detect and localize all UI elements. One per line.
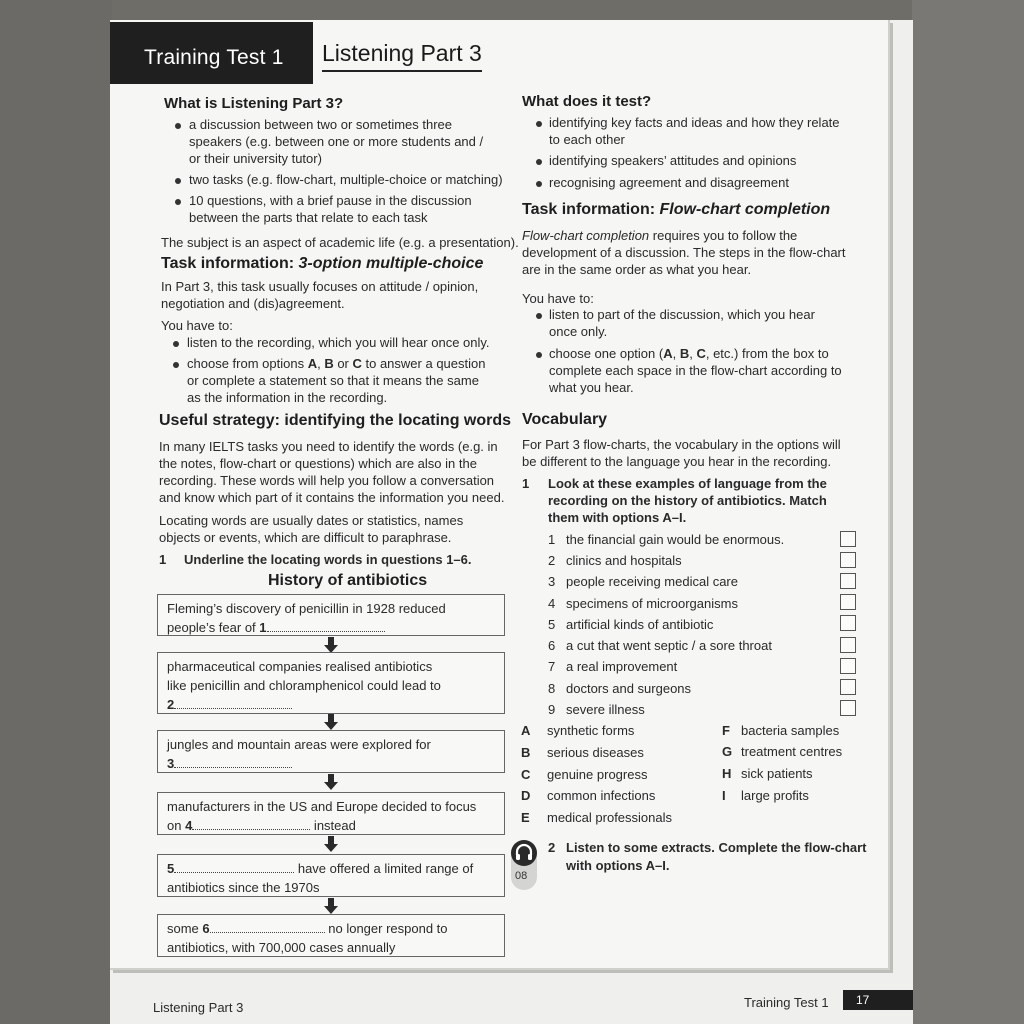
option-a: A <box>663 346 673 361</box>
vocab-item-number: 3 <box>548 574 556 589</box>
option-letter: D <box>521 788 531 803</box>
text-span: have offered a limited range of <box>294 861 474 876</box>
gap-number-1: 1 <box>259 620 267 635</box>
answer-checkbox-5[interactable] <box>840 615 856 631</box>
text-span: , <box>317 356 325 371</box>
vocab-item-number: 5 <box>548 617 556 632</box>
vocab-item-number: 4 <box>548 596 556 611</box>
text-span: on <box>167 818 186 833</box>
option-a: A <box>307 356 318 371</box>
test-bullet-1-line-2: to each other <box>549 132 625 147</box>
photo-background-left <box>0 0 112 1024</box>
flow-arrow-down <box>324 836 338 852</box>
vocab-item-text: severe illness <box>566 702 645 717</box>
bullet-dot <box>175 199 181 205</box>
text-span: some <box>167 921 203 936</box>
exercise-1-instruction: Underline the locating words in questions 1–6. <box>184 552 472 567</box>
header-test-text: Training Test 1 <box>144 46 284 69</box>
vocab-item-number: 8 <box>548 681 556 696</box>
option-letter: I <box>722 788 726 803</box>
flow-box-2-line-3 <box>167 695 495 714</box>
text-span: , etc.) from the box to <box>705 346 829 361</box>
bullet-dot <box>536 159 542 165</box>
bullet-dot <box>536 352 542 358</box>
flow-box-5-line-1 <box>167 859 495 878</box>
answer-checkbox-3[interactable] <box>840 573 856 589</box>
text-span: to answer a question <box>361 356 486 371</box>
strategy-para2-line-1: Locating words are usually dates or statistics, names <box>159 513 464 528</box>
vocab-item-text: a cut that went septic / a sore throat <box>566 638 772 653</box>
subject-line: The subject is an aspect of academic life (e.g. a presentation). <box>161 235 519 250</box>
option-letter: E <box>521 810 530 825</box>
text-span: no longer respond to <box>324 921 448 936</box>
what-bullet-1-line-1: a discussion between two or sometimes three <box>189 117 453 132</box>
flow-task-para-line-1 <box>522 227 797 244</box>
vocab-ex1-line-1: Look at these examples of language from the <box>548 476 827 491</box>
flow-box-2 <box>157 652 505 714</box>
bullet-dot <box>173 362 179 368</box>
option-text: serious diseases <box>547 745 644 760</box>
flow-box-3 <box>157 730 505 773</box>
vocab-item-text: a real improvement <box>566 659 678 674</box>
exercise-1-number: 1 <box>159 552 167 567</box>
what-bullet-3-line-1: 10 questions, with a brief pause in the discussion <box>189 193 472 208</box>
right-bullet-2-line-1 <box>549 345 829 362</box>
text-span: choose from options <box>187 356 308 371</box>
text-span: people’s fear of <box>167 620 260 635</box>
option-text: large profits <box>741 788 809 803</box>
flow-box-1-line-2 <box>167 618 495 637</box>
text-span: requires you to follow the <box>649 228 798 243</box>
option-letter: G <box>722 744 733 759</box>
vocab-para-line-2: be different to the language you hear in the recording. <box>522 454 832 469</box>
flowchart-title: History of antibiotics <box>268 572 428 589</box>
task-title-plain: Task information: <box>161 255 299 272</box>
flow-box-6-line-2: antibiotics, with 700,000 cases annually <box>167 940 396 955</box>
right-bullet-1-line-2: once only. <box>549 324 608 339</box>
text-span: , <box>672 346 680 361</box>
flow-box-5-line-2: antibiotics since the 1970s <box>167 880 320 895</box>
strategy-para1-line-3: recording. These words will help you follow a conversation <box>159 473 495 488</box>
gap-number-3: 3 <box>167 756 175 771</box>
flow-box-1-line-1: Fleming’s discovery of penicillin in 1928 reduced <box>167 601 446 616</box>
you-have-to: You have to: <box>161 318 233 333</box>
option-text: common infections <box>547 788 656 803</box>
option-c: C <box>696 346 706 361</box>
vocab-para-line-1: For Part 3 flow-charts, the vocabulary in the options will <box>522 437 841 452</box>
page-number-box <box>843 990 913 1010</box>
flow-box-4 <box>157 792 505 835</box>
flow-box-4-line-1: manufacturers in the US and Europe decided to focus <box>167 799 477 814</box>
test-bullet-1-line-1: identifying key facts and ideas and how they relate <box>549 115 840 130</box>
what-test-title: What does it test? <box>522 93 652 110</box>
footer-section-label: Listening Part 3 <box>153 1000 244 1015</box>
task-bullet-2-line-3: as the information in the recording. <box>187 390 388 405</box>
gap-number-6: 6 <box>202 921 210 936</box>
vocab-item-text: clinics and hospitals <box>566 553 682 568</box>
flow-box-3-line-2 <box>167 754 495 773</box>
vocab-item-text: people receiving medical care <box>566 574 738 589</box>
option-text: medical professionals <box>547 810 673 825</box>
gap-number-2: 2 <box>167 697 175 712</box>
task-para-line-2: negotiation and (dis)agreement. <box>161 296 345 311</box>
vocab-item-number: 9 <box>548 702 556 717</box>
flow-arrow-down <box>324 637 338 653</box>
option-text: treatment centres <box>741 744 843 759</box>
flow-task-para-line-2: development of a discussion. The steps in the flow-chart <box>522 245 846 260</box>
right-bullet-2-line-3: what you hear. <box>549 380 634 395</box>
bullet-dot <box>536 181 542 187</box>
what-bullet-2: two tasks (e.g. flow-chart, multiple-choice or matching) <box>189 172 503 187</box>
exercise-2-line-1: Listen to some extracts. Complete the flow-chart <box>566 840 867 855</box>
option-text: bacteria samples <box>741 723 840 738</box>
option-letter: H <box>722 766 732 781</box>
option-letter: B <box>521 745 531 760</box>
option-b: B <box>679 346 690 361</box>
vocab-item-text: doctors and surgeons <box>566 681 692 696</box>
option-c: C <box>352 356 362 371</box>
task-bullet-1: listen to the recording, which you will hear once only. <box>187 335 490 350</box>
audio-track-number: 08 <box>515 870 528 882</box>
test-bullet-2: identifying speakers’ attitudes and opinions <box>549 153 797 168</box>
what-is-title: What is Listening Part 3? <box>164 95 344 112</box>
footer-test-label: Training Test 1 <box>744 995 829 1010</box>
vocab-item-number: 2 <box>548 553 556 568</box>
flow-box-2-line-1: pharmaceutical companies realised antibiotics <box>167 659 433 674</box>
vocab-item-number: 6 <box>548 638 556 653</box>
answer-gap-6[interactable] <box>210 920 325 933</box>
strategy-para1-line-1: In many IELTS tasks you need to identify the words (e.g. in <box>159 439 498 454</box>
option-text: synthetic forms <box>547 723 635 738</box>
vocab-ex1-line-3: them with options A–I. <box>548 510 687 525</box>
flow-box-4-line-2 <box>167 816 495 835</box>
what-bullet-1-line-3: or their university tutor) <box>189 151 322 166</box>
flow-arrow-down <box>324 898 338 914</box>
page-number: 17 <box>856 993 870 1007</box>
task-bullet-2-line-2: or complete a statement so that it means the same <box>187 373 479 388</box>
vocab-ex1-line-2: recording on the history of antibiotics. Match <box>548 493 827 508</box>
flow-box-1 <box>157 594 505 636</box>
flow-box-3-line-1: jungles and mountain areas were explored for <box>167 737 431 752</box>
text-span: Flow-chart completion <box>522 228 650 243</box>
text-span: or <box>333 356 353 371</box>
answer-checkbox-1[interactable] <box>840 531 856 547</box>
flow-box-6-line-1 <box>167 919 495 938</box>
bullet-dot <box>536 121 542 127</box>
bullet-dot <box>175 123 181 129</box>
task-title-plain: Task information: <box>522 201 660 218</box>
what-bullet-3-line-2: between the parts that relate to each task <box>189 210 428 225</box>
option-text: sick patients <box>741 766 813 781</box>
flow-arrow-down <box>324 714 338 730</box>
task-title-italic: 3-option multiple-choice <box>298 255 484 272</box>
vocab-item-text: specimens of microorganisms <box>566 596 738 611</box>
you-have-to-right: You have to: <box>522 291 594 306</box>
answer-gap-3[interactable] <box>174 755 292 768</box>
flow-arrow-down <box>324 774 338 790</box>
answer-checkbox-6[interactable] <box>840 637 856 653</box>
answer-checkbox-2[interactable] <box>840 552 856 568</box>
text-span: instead <box>310 818 356 833</box>
test-bullet-3: recognising agreement and disagreement <box>549 175 789 190</box>
task-para-line-1: In Part 3, this task usually focuses on attitude / opinion, <box>161 279 479 294</box>
flow-task-para-line-3: are in the same order as what you hear. <box>522 262 752 277</box>
photo-background-right <box>912 0 1024 1024</box>
option-text: genuine progress <box>547 767 648 782</box>
answer-gap-5[interactable] <box>174 860 294 873</box>
strategy-title: Useful strategy: identifying the locating words <box>159 412 512 429</box>
flow-box-5 <box>157 854 505 897</box>
audio-track-badge[interactable] <box>511 840 537 890</box>
answer-checkbox-7[interactable] <box>840 658 856 674</box>
flow-box-2-line-2: like penicillin and chloramphenicol could lead to <box>167 678 441 693</box>
vocabulary-title: Vocabulary <box>522 411 608 428</box>
bullet-dot <box>536 313 542 319</box>
right-bullet-2-line-2: complete each space in the flow-chart according to <box>549 363 842 378</box>
bullet-dot <box>175 178 181 184</box>
answer-checkbox-8[interactable] <box>840 679 856 695</box>
answer-checkbox-9[interactable] <box>840 700 856 716</box>
vocab-item-number: 7 <box>548 659 556 674</box>
task-info-flow-title <box>522 201 830 218</box>
strategy-para1-line-2: the notes, flow-chart or questions) which are also in the <box>159 456 477 471</box>
strategy-para2-line-2: objects or events, which are difficult to paraphrase. <box>159 530 452 545</box>
vocab-item-text: artificial kinds of antibiotic <box>566 617 714 632</box>
option-b: B <box>324 356 334 371</box>
headphones-icon <box>511 840 537 866</box>
answer-gap-4[interactable] <box>192 817 310 830</box>
vocab-item-text: the financial gain would be enormous. <box>566 532 785 547</box>
option-letter: F <box>722 723 730 738</box>
vocab-ex1-number: 1 <box>522 476 530 491</box>
header-test-label <box>110 22 313 84</box>
task-bullet-2-line-1 <box>187 355 485 372</box>
answer-gap-1[interactable] <box>267 619 385 632</box>
answer-checkbox-4[interactable] <box>840 594 856 610</box>
header-section-title: Listening Part 3 <box>322 40 482 72</box>
bullet-dot <box>173 341 179 347</box>
right-bullet-1-line-1: listen to part of the discussion, which you hear <box>549 307 815 322</box>
task-info-mc-title <box>161 255 483 272</box>
exercise-2-number: 2 <box>548 840 556 855</box>
vocab-item-number: 1 <box>548 532 556 547</box>
task-title-italic: Flow-chart completion <box>659 201 831 218</box>
option-letter: A <box>521 723 531 738</box>
answer-gap-2[interactable] <box>174 696 292 709</box>
gap-number-4: 4 <box>185 818 193 833</box>
gap-number-5: 5 <box>167 861 175 876</box>
text-span: choose one option ( <box>549 346 664 361</box>
option-letter: C <box>521 767 531 782</box>
text-span: , <box>689 346 697 361</box>
exercise-2-line-2: with options A–I. <box>566 858 670 873</box>
flow-box-6 <box>157 914 505 957</box>
what-bullet-1-line-2: speakers (e.g. between one or more students and / <box>189 134 484 149</box>
strategy-para1-line-4: and know which part of it contains the information you need. <box>159 490 505 505</box>
